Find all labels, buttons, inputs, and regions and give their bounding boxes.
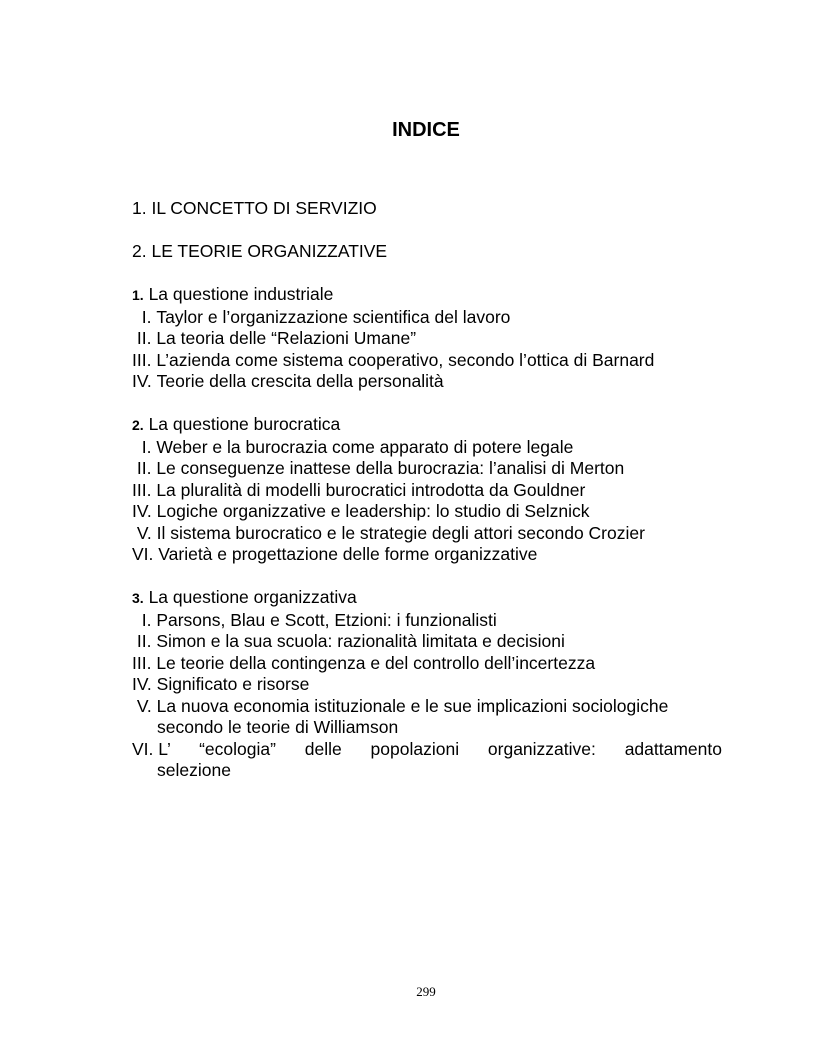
page-title: INDICE <box>392 119 460 141</box>
entry-numeral: VI. <box>132 738 159 759</box>
entry-text: L’azienda come sistema cooperativo, secondo l’ottica di Barnard <box>156 349 655 370</box>
entry-continuation: selezione <box>157 760 231 780</box>
section-heading <box>132 414 722 437</box>
toc-entry <box>132 739 722 761</box>
toc-entry <box>132 653 722 675</box>
section-heading <box>132 587 722 610</box>
toc-entry <box>132 458 722 480</box>
entry-numeral: II. <box>132 328 157 348</box>
entry-continuation: secondo le teorie di Williamson <box>157 717 399 737</box>
section-number: 2. <box>132 417 144 433</box>
toc-entry <box>132 307 722 329</box>
toc-entry <box>132 544 722 566</box>
section-1 <box>132 284 722 393</box>
toc-entry <box>132 696 722 718</box>
entry-text: La nuova economia istituzionale e le sue implicazioni sociologiche <box>156 695 669 716</box>
toc-entry <box>132 523 722 545</box>
toc-entry <box>132 328 722 350</box>
entry-numeral: II. <box>132 631 157 651</box>
entry-numeral: III. <box>132 349 157 370</box>
entry-text: Il sistema burocratico e le strategie degli attori secondo Crozier <box>156 522 645 543</box>
entry-text: La teoria delle “Relazioni Umane” <box>156 328 417 348</box>
entry-text: Le teorie della contingenza e del controllo dell’incertezza <box>156 652 596 673</box>
section-2 <box>132 414 722 566</box>
entry-text: Teorie della crescita della personalità <box>156 371 444 391</box>
entry-numeral: IV. <box>132 371 157 391</box>
toc-entry <box>132 371 722 393</box>
entry-text: Varietà e progettazione delle forme organizzative <box>158 544 538 564</box>
toc-entry <box>132 501 722 523</box>
section-title: La questione organizzativa <box>148 587 357 607</box>
entry-text: Le conseguenze inattese della burocrazia: l’analisi di Merton <box>156 458 625 478</box>
entry-text: Weber e la burocrazia come apparato di potere legale <box>156 436 574 457</box>
section-title: La questione industriale <box>148 284 334 304</box>
entry-numeral: IV. <box>132 674 157 694</box>
section-3 <box>132 587 722 782</box>
toc-entry <box>132 480 722 502</box>
chapter-2: 2. LE TEORIE ORGANIZZATIVE <box>132 241 388 261</box>
toc-entry <box>132 674 722 696</box>
entry-numeral: I. <box>132 306 157 327</box>
entry-numeral: V. <box>132 695 157 716</box>
section-number: 3. <box>132 590 144 606</box>
section-number: 1. <box>132 287 144 303</box>
entry-numeral: IV. <box>132 501 157 521</box>
entry-text: La pluralità di modelli burocratici introdotta da Gouldner <box>156 479 586 500</box>
table-of-contents <box>132 198 722 782</box>
sections-list <box>132 284 722 782</box>
toc-entry <box>132 631 722 653</box>
entry-numeral: III. <box>132 652 157 673</box>
entry-text: L’ “ecologia” delle popolazioni organizzative: adattamento <box>158 738 722 759</box>
entry-numeral: I. <box>132 436 157 457</box>
toc-entry <box>132 610 722 632</box>
entry-numeral: II. <box>132 458 157 478</box>
entry-text: Parsons, Blau e Scott, Etzioni: i funzionalisti <box>156 609 497 630</box>
chapter-1: 1. IL CONCETTO DI SERVIZIO <box>132 198 377 218</box>
entry-text: Simon e la sua scuola: razionalità limitata e decisioni <box>156 631 565 651</box>
entry-numeral: III. <box>132 479 157 500</box>
toc-entry <box>132 437 722 459</box>
entry-text: Significato e risorse <box>156 674 310 694</box>
entry-text: Taylor e l’organizzazione scientifica del lavoro <box>156 306 511 327</box>
entry-text: Logiche organizzative e leadership: lo studio di Selznick <box>156 501 590 521</box>
section-heading <box>132 284 722 307</box>
toc-entry <box>132 350 722 372</box>
entry-numeral: VI. <box>132 544 159 564</box>
entry-numeral: V. <box>132 522 157 543</box>
page-number: 299 <box>416 984 436 999</box>
section-title: La questione burocratica <box>148 414 341 434</box>
entry-numeral: I. <box>132 609 157 630</box>
